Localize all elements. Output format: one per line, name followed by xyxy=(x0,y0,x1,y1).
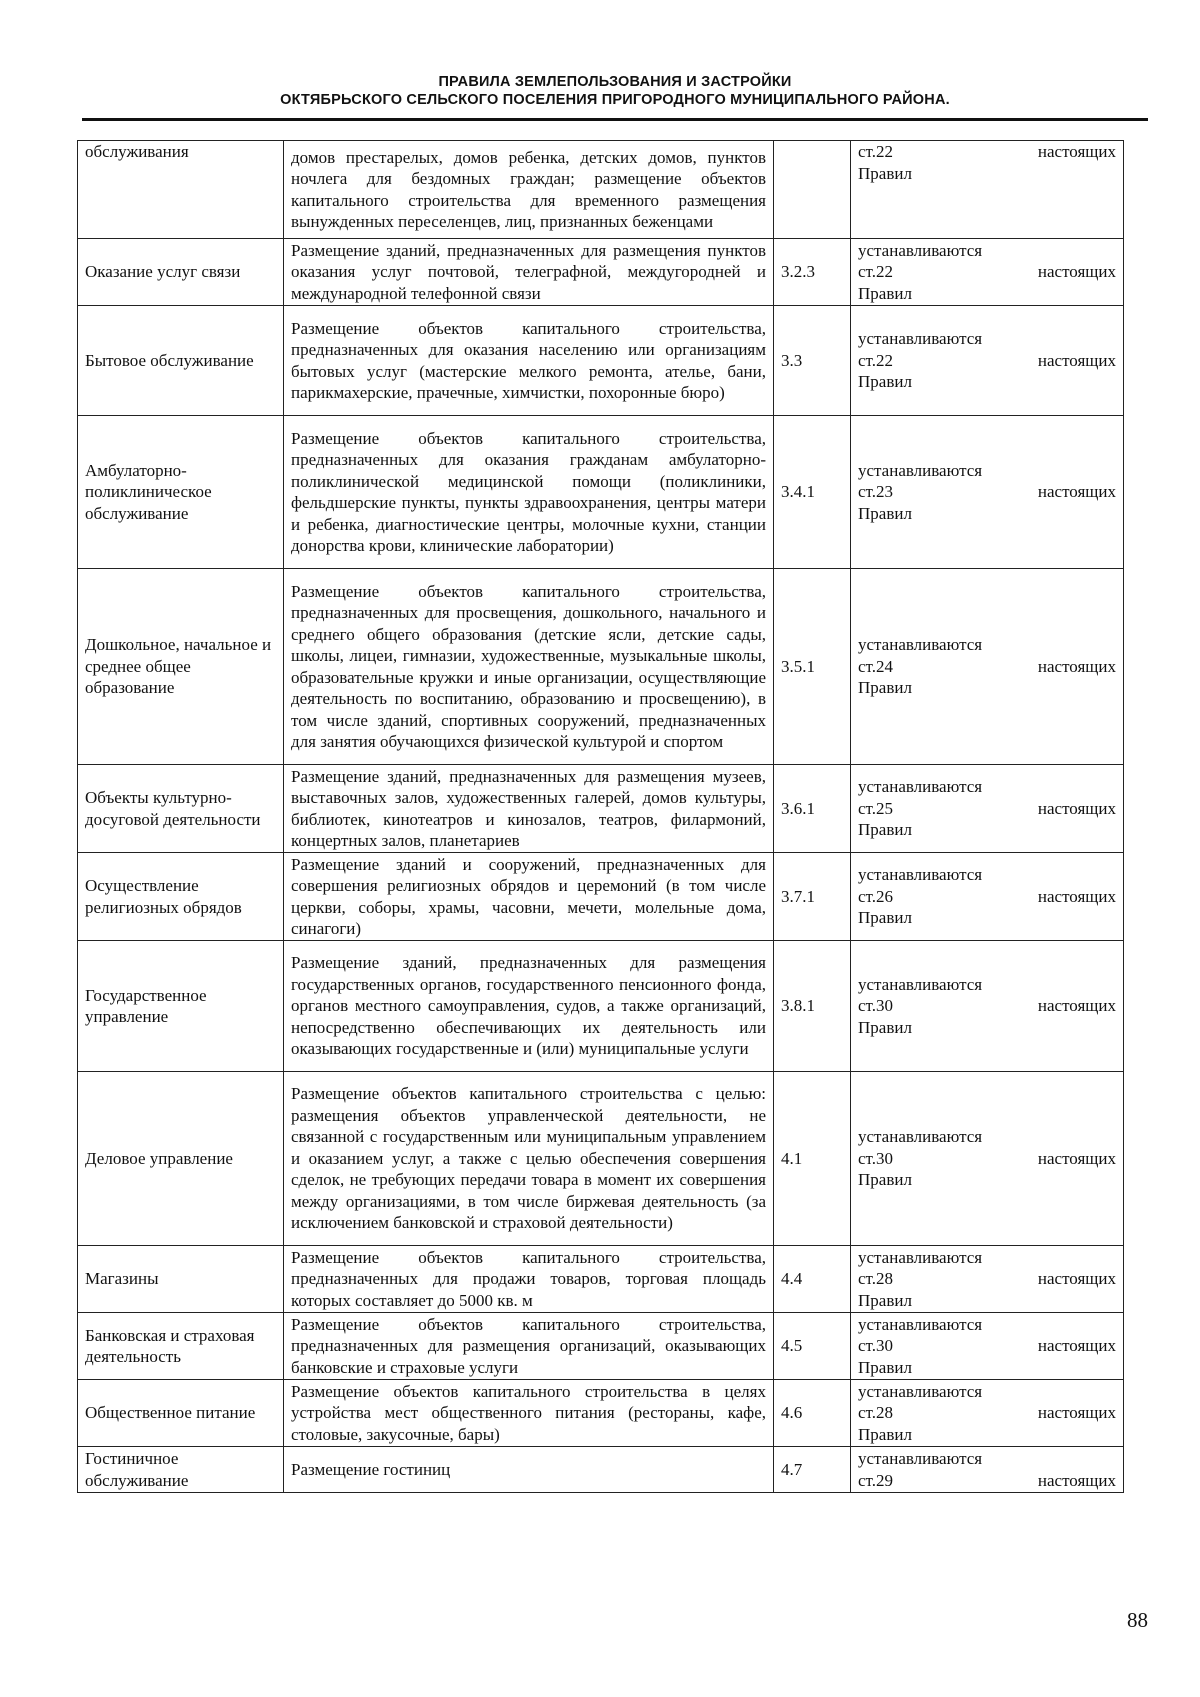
row-code: 3.6.1 xyxy=(774,765,851,853)
params-line-2: ст.22 настоящих xyxy=(858,350,1116,370)
row-params xyxy=(851,853,1124,941)
row-name: Бытовое обслуживание xyxy=(78,306,284,416)
row-description: Размещение объектов капитального строительства, предназначенных для просвещения, дошкольного, начального и среднего общего образования (детские ясли, детские сады, школы, лицеи, гимназии, художественные, музыкальные школы, образовательные кружки и иные организации, осуществляющие деятельность по воспитанию, образованию и просвещению), в том числе зданий, спортивных сооружений, предназначенных для занятия обучающихся физической культурой и спортом xyxy=(284,569,774,765)
params-line-1: устанавливаются xyxy=(858,240,983,260)
params-line-3: Правил xyxy=(858,1357,912,1377)
table-row xyxy=(78,941,1124,1072)
params-line-3: Правил xyxy=(858,820,912,840)
row-code: 4.6 xyxy=(774,1380,851,1447)
row-name: Объекты культурно-досуговой деятельности xyxy=(78,765,284,853)
params-line-2: ст.29 настоящих xyxy=(858,1470,1116,1490)
row-code: 4.7 xyxy=(774,1447,851,1493)
params-line-1: устанавливаются xyxy=(858,329,983,349)
row-params xyxy=(851,1072,1124,1246)
row-description: Размещение объектов капитального строительства, предназначенных для оказания населению или организациям бытовых услуг (мастерские мелкого ремонта, ателье, бани, парикмахерские, прачечные, химчистки, похоронные бюро) xyxy=(284,306,774,416)
header-line-1: ПРАВИЛА ЗЕМЛЕПОЛЬЗОВАНИЯ И ЗАСТРОЙКИ xyxy=(438,74,792,90)
row-params xyxy=(851,416,1124,569)
params-line-3: Правил xyxy=(858,908,912,928)
row-code: 4.1 xyxy=(774,1072,851,1246)
params-line-1: устанавливаются xyxy=(858,1314,983,1334)
row-code: 3.4.1 xyxy=(774,416,851,569)
params-line-3: Правил xyxy=(858,678,912,698)
row-code: 4.5 xyxy=(774,1313,851,1380)
row-code: 4.4 xyxy=(774,1246,851,1313)
row-name: Оказание услуг связи xyxy=(78,239,284,306)
row-params xyxy=(851,1447,1124,1493)
row-name: Государственное управление xyxy=(78,941,284,1072)
table-row xyxy=(78,239,1124,306)
params-line-1: устанавливаются xyxy=(858,1247,983,1267)
table-row xyxy=(78,765,1124,853)
row-name: Осуществление религиозных обрядов xyxy=(78,853,284,941)
params-line-1: устанавливаются xyxy=(858,1449,983,1468)
params-line-1: устанавливаются xyxy=(858,777,983,797)
params-line-1: устанавливаются xyxy=(858,635,983,655)
table-row xyxy=(78,1313,1124,1380)
row-name: Общественное питание xyxy=(78,1380,284,1447)
params-line-3: Правил xyxy=(858,1290,912,1310)
running-header xyxy=(82,73,1148,109)
row-params xyxy=(851,239,1124,306)
table-row xyxy=(78,853,1124,941)
row-code: 3.7.1 xyxy=(774,853,851,941)
params-line-1: устанавливаются xyxy=(858,1381,983,1401)
params-line-2: ст.25 настоящих xyxy=(858,798,1116,818)
header-divider xyxy=(82,118,1148,121)
row-params xyxy=(851,306,1124,416)
params-line-2: ст.28 настоящих xyxy=(858,1269,1116,1289)
row-params xyxy=(851,1313,1124,1380)
row-description: Размещение объектов капитального строительства с целью: размещения объектов управленческой деятельности, не связанной с государственным или муниципальным управлением и оказанием услуг, а также с целью обеспечения совершения сделок, не требующих передачи товара в момент их совершения между организациями, в том числе биржевая деятельность (за исключением банковской и страховой деятельности) xyxy=(284,1072,774,1246)
params-line-2: ст.22 настоящих xyxy=(858,142,1116,161)
row-name: Деловое управление xyxy=(78,1072,284,1246)
params-line-3: Правил xyxy=(858,1017,912,1037)
header-line-2: ОКТЯБРЬСКОГО СЕЛЬСКОГО ПОСЕЛЕНИЯ ПРИГОРОДНОГО МУНИЦИПАЛЬНОГО РАЙОНА. xyxy=(280,92,950,108)
params-line-2: ст.22 настоящих xyxy=(858,262,1116,282)
row-code: 3.5.1 xyxy=(774,569,851,765)
row-description: Размещение объектов капитального строительства в целях устройства мест общественного питания (рестораны, кафе, столовые, закусочные, бары) xyxy=(284,1380,774,1447)
land-use-table xyxy=(77,140,1124,1493)
params-line-3: Правил xyxy=(858,283,912,303)
table-row xyxy=(78,569,1124,765)
page-number: 88 xyxy=(1127,1608,1148,1632)
params-line-3: Правил xyxy=(858,372,912,392)
table-row xyxy=(78,1380,1124,1447)
row-name: Амбулаторно-поликлиническое обслуживание xyxy=(78,416,284,569)
params-line-2: ст.30 настоящих xyxy=(858,1336,1116,1356)
params-line-3: Правил xyxy=(858,1170,912,1190)
row-description: Размещение объектов капитального строительства, предназначенных для оказания гражданам амбулаторно-поликлинической медицинской помощи (поликлиники, фельдшерские пункты, пункты здравоохранения, центры матери и ребенка, диагностические центры, молочные кухни, станции донорства крови, клинические лаборатории) xyxy=(284,416,774,569)
row-name: Магазины xyxy=(78,1246,284,1313)
table-row xyxy=(78,416,1124,569)
row-description: Размещение гостиниц xyxy=(284,1447,774,1493)
params-line-1: устанавливаются xyxy=(858,1127,983,1147)
row-description: Размещение зданий, предназначенных для размещения музеев, выставочных залов, художественных галерей, домов культуры, библиотек, кинотеатров и кинозалов, театров, филармоний, концертных залов, планетариев xyxy=(284,765,774,853)
params-line-2: ст.23 настоящих xyxy=(858,482,1116,502)
table-row xyxy=(78,1072,1124,1246)
row-description: Размещение зданий, предназначенных для размещения государственных органов, государственного пенсионного фонда, органов местного самоуправления, судов, а также организаций, непосредственно обеспечивающих их деятельность или оказывающих государственные и (или) муниципальные услуги xyxy=(284,941,774,1072)
row-code: 3.2.3 xyxy=(774,239,851,306)
row-params xyxy=(851,1246,1124,1313)
row-description: Размещение зданий, предназначенных для размещения пунктов оказания услуг почтовой, телеграфной, междугородней и международной телефонной связи xyxy=(284,239,774,306)
table-row xyxy=(78,306,1124,416)
params-line-1: устанавливаются xyxy=(858,974,983,994)
row-description: домов престарелых, домов ребенка, детских домов, пунктов ночлега для бездомных граждан; размещение объектов капитального строительства для временного размещения вынужденных переселенцев, лиц, признанных беженцами xyxy=(284,141,774,239)
row-name: обслуживания xyxy=(78,141,284,239)
params-line-3: Правил xyxy=(858,163,912,183)
row-params xyxy=(851,141,1124,239)
row-code: 3.8.1 xyxy=(774,941,851,1072)
row-name: Банковская и страховая деятельность xyxy=(78,1313,284,1380)
table-row xyxy=(78,1246,1124,1313)
row-params xyxy=(851,941,1124,1072)
row-description: Размещение объектов капитального строительства, предназначенных для размещения организаций, оказывающих банковские и страховые услуги xyxy=(284,1313,774,1380)
params-line-2: ст.28 настоящих xyxy=(858,1403,1116,1423)
row-code: 3.3 xyxy=(774,306,851,416)
params-line-1: устанавливаются xyxy=(858,865,983,885)
row-params xyxy=(851,765,1124,853)
params-line-2: ст.30 настоящих xyxy=(858,996,1116,1016)
params-line-3: Правил xyxy=(858,503,912,523)
row-name: Дошкольное, начальное и среднее общее образование xyxy=(78,569,284,765)
params-line-3: Правил xyxy=(858,1424,912,1444)
table-row xyxy=(78,141,1124,239)
params-line-2: ст.26 настоящих xyxy=(858,886,1116,906)
row-description: Размещение зданий и сооружений, предназначенных для совершения религиозных обрядов и церемоний (в том числе церкви, соборы, храмы, часовни, мечети, молельные дома, синагоги) xyxy=(284,853,774,941)
row-params xyxy=(851,1380,1124,1447)
row-name: Гостиничное обслуживание xyxy=(78,1447,284,1493)
table-row xyxy=(78,1447,1124,1493)
params-line-2: ст.24 настоящих xyxy=(858,656,1116,676)
params-line-1: устанавливаются xyxy=(858,460,983,480)
row-params xyxy=(851,569,1124,765)
params-line-2: ст.30 настоящих xyxy=(858,1148,1116,1168)
row-code xyxy=(774,141,851,239)
row-description: Размещение объектов капитального строительства, предназначенных для продажи товаров, торговая площадь которых составляет до 5000 кв. м xyxy=(284,1246,774,1313)
